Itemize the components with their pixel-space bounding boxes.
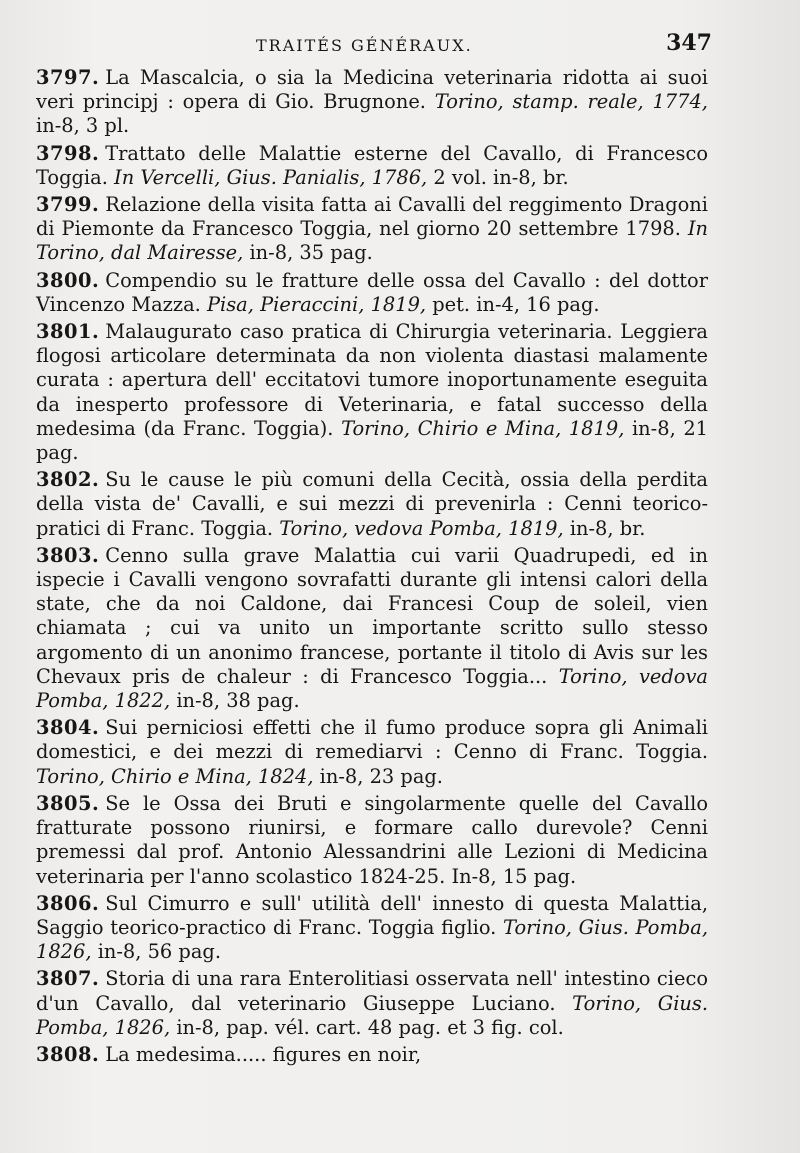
entry-number: 3804.	[36, 716, 100, 740]
entry-number: 3800.	[36, 268, 100, 292]
entry-3799	[36, 193, 708, 266]
entry-number: 3802.	[36, 468, 100, 492]
entry-imprint: Torino, stamp. reale, 1774,	[434, 90, 708, 114]
entry-imprint: In Vercelli, Gius. Panialis, 1786,	[114, 165, 428, 189]
entry-number: 3808.	[36, 1042, 100, 1066]
entry-text: Compendio su le fratture delle ossa del Cavallo : del dottor Vincenzo Mazza.	[36, 268, 708, 316]
entry-3808	[36, 1043, 708, 1067]
entry-number: 3801.	[36, 320, 100, 344]
entry-tail: pet. in-4, 16 pag.	[432, 292, 600, 316]
entry-imprint: Torino, Chirio e Mina, 1819,	[341, 416, 625, 440]
entry-3807	[36, 967, 708, 1040]
entry-3802	[36, 468, 708, 541]
entry-text: Storia di una rara Enterolitiasi osservata nell' intestino cieco d'un Cavallo, dal veterinario Giuseppe Luciano.	[36, 967, 708, 1015]
entry-imprint: Torino, vedova Pomba, 1819,	[279, 516, 564, 540]
entry-tail: in-8, 21 pag.	[36, 416, 709, 465]
entry-text: La Mascalcia, o sia la Medicina veterinaria ridotta ai suoi veri principj : opera di Gio. Brugnone.	[36, 66, 708, 114]
entry-number: 3805.	[36, 791, 100, 815]
entry-text: Trattato delle Malattie esterne del Cavallo, di Francesco Toggia.	[36, 141, 708, 189]
entry-imprint: Torino, Gius. Pomba, 1826,	[36, 991, 709, 1039]
page-number: 347	[666, 30, 712, 56]
entry-3800	[36, 269, 708, 317]
running-header	[36, 30, 712, 66]
entry-imprint: Pisa, Pieraccini, 1819,	[206, 292, 427, 316]
entry-text: Su le cause le più comuni della Cecità, ossia della perdita della vista de' Cavalli, e sui mezzi di prevenirla : Cenni teorico-pratici di Franc. Toggia.	[36, 468, 708, 540]
entry-tail: in-8, pap. vél. cart. 48 pag. et 3 fig. col.	[176, 1015, 564, 1039]
entry-text: La medesima..... figures en noir,	[105, 1042, 422, 1066]
entry-tail: in-8, 38 pag.	[176, 689, 300, 713]
entry-imprint: Torino, Gius. Pomba, 1826,	[36, 915, 708, 964]
entry-text: Malaugurato caso pratica di Chirurgia veterinaria. Leggiera flogosi articolare determinata da non violenta diastasi malamente curata : apertura dell' eccitatovi tumore inoportunamente eseguita da inesperto professore di Veterinaria, e fatal successo della medesima (da Franc. Toggia).	[36, 320, 708, 440]
entry-tail: in-8, br.	[569, 516, 646, 540]
entry-number: 3806.	[36, 891, 100, 915]
entry-number: 3798.	[36, 141, 100, 165]
entry-number: 3803.	[36, 543, 100, 567]
entry-number: 3807.	[36, 967, 100, 991]
running-title: TRAITÉS GÉNÉRAUX.	[256, 36, 473, 55]
entry-text: Sui perniciosi effetti che il fumo produce sopra gli Animali domestici, e dei mezzi di remediarvi : Cenno di Franc. Toggia.	[36, 716, 708, 764]
entry-3798	[36, 142, 708, 190]
entry-imprint: In Torino, dal Mairesse,	[36, 217, 708, 265]
bibliography-list	[36, 66, 708, 1067]
entry-3806	[36, 892, 708, 965]
entry-tail: In-8, 15 pag.	[451, 864, 577, 888]
entry-3804	[36, 716, 708, 789]
entry-number: 3797.	[36, 66, 100, 89]
entry-3797	[36, 66, 708, 139]
entry-imprint: Torino, Chirio e Mina, 1824,	[36, 764, 314, 788]
entry-tail: in-8, 56 pag.	[97, 940, 221, 964]
entry-3805	[36, 792, 708, 889]
entry-text: Sul Cimurro e sull' utilità dell' innesto di questa Malattia, Saggio teorico-practico di Franc. Toggia figlio.	[36, 891, 708, 939]
entry-3801	[36, 320, 708, 465]
entry-tail: in-8, 35 pag.	[249, 241, 373, 265]
entry-imprint: Torino, vedova Pomba, 1822,	[36, 664, 708, 713]
entry-tail: in-8, 3 pl.	[36, 114, 130, 138]
entry-tail: in-8, 23 pag.	[319, 764, 443, 788]
entry-number: 3799.	[36, 193, 100, 217]
entry-text: Se le Ossa dei Bruti e singolarmente quelle del Cavallo fratturate possono riunirsi, e formare callo durevole? Cenni premessi dal prof. Antonio Alessandrini alle Lezioni di Medicina veterinaria per l'anno scolastico 1824-25.	[36, 791, 708, 888]
entry-3803	[36, 544, 708, 713]
entry-text: Relazione della visita fatta ai Cavalli del reggimento Dragoni di Piemonte da Francesco Toggia, nel giorno 20 settembre 1798.	[36, 193, 708, 241]
entry-text: Cenno sulla grave Malattia cui varii Quadrupedi, ed in ispecie i Cavalli vengono sovrafatti durante gli intensi calori della state, che da noi Caldone, dai Francesi Coup de soleil, vien chiamata ; cui va unito un importante scritto sullo stesso argomento di un anonimo francese, portante il titolo di Avis sur les Chevaux pris de chaleur : di Francesco Toggia...	[36, 543, 708, 688]
entry-tail: 2 vol. in-8, br.	[433, 165, 569, 189]
